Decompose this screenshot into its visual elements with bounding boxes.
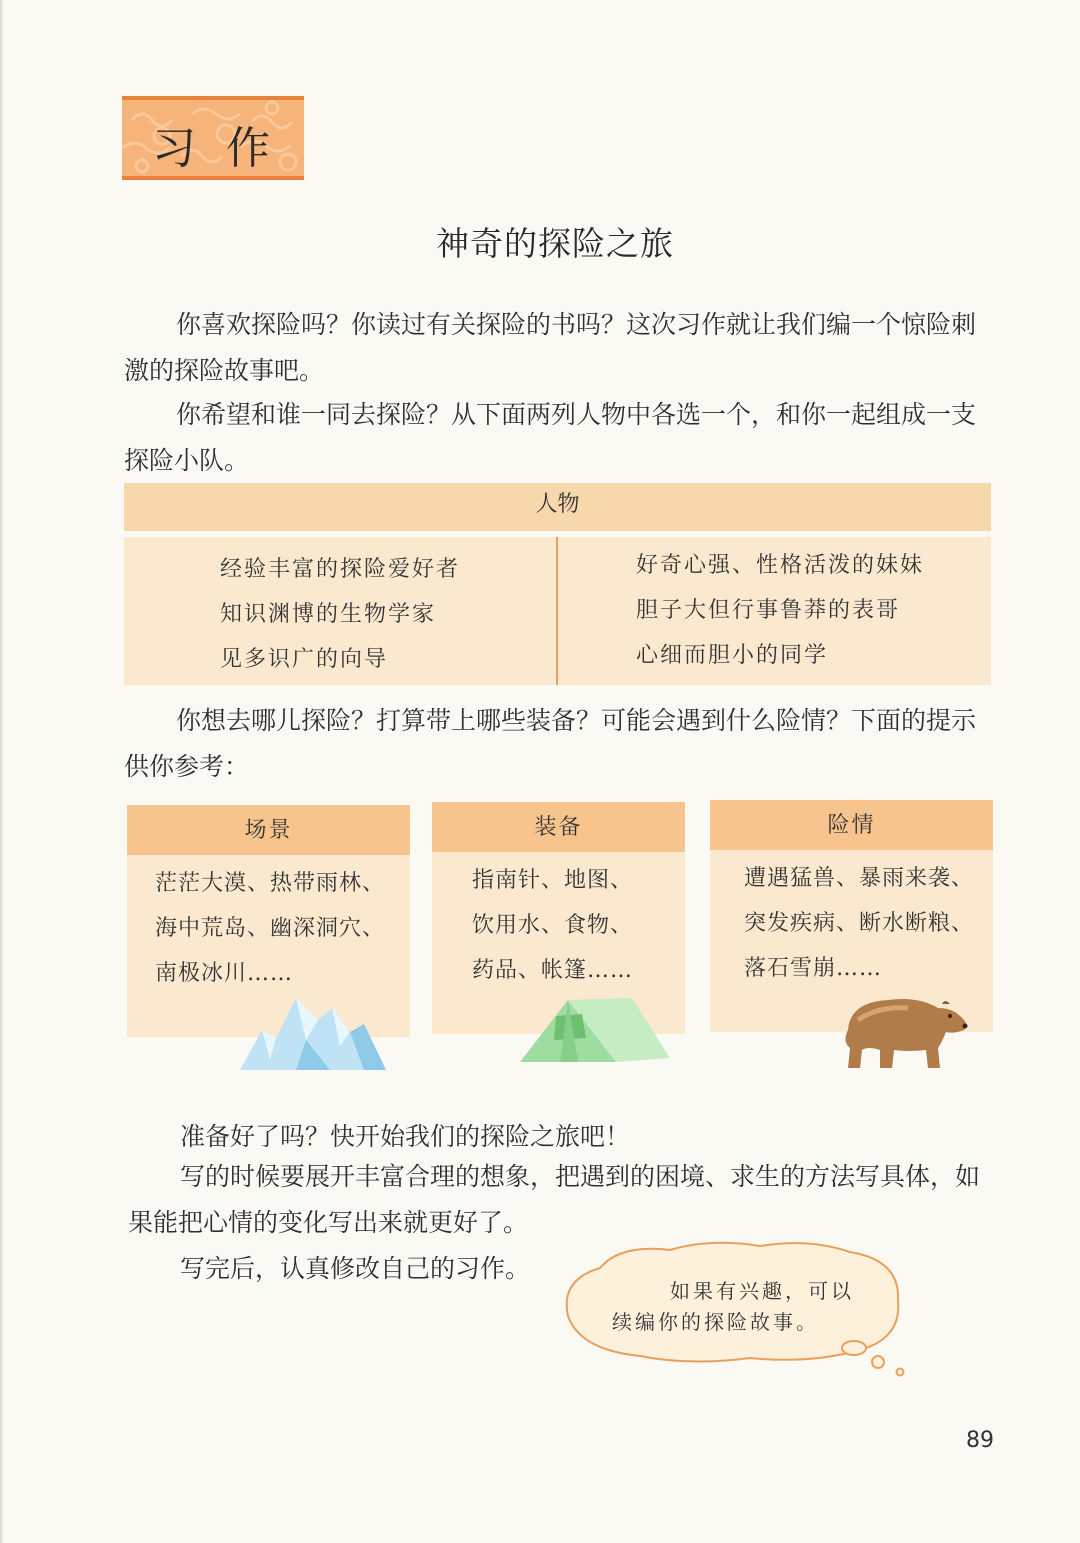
bear-illustration (838, 990, 970, 1072)
hint-box-header: 险情 (710, 800, 993, 850)
iceberg-illustration (240, 990, 386, 1074)
paragraph-ready: 准备好了吗？快开始我们的探险之旅吧！ (180, 1122, 631, 1151)
people-table-divider (556, 537, 558, 685)
hint-line: 南极冰川…… (155, 961, 294, 986)
people-item: 好奇心强、性格活泼的妹妹 (636, 553, 925, 578)
section-label-text: 习作 (152, 123, 300, 174)
hint-line: 饮用水、食物、 (472, 913, 634, 938)
paragraph-hints-intro: 你想去哪儿探险？打算带上哪些装备？可能会遇到什么险情？下面的提示供你参考： (124, 706, 977, 781)
section-label-badge (122, 96, 304, 180)
hint-line: 落石雪崩…… (744, 956, 883, 981)
hint-line: 海中荒岛、幽深洞穴、 (155, 916, 386, 941)
people-item: 知识渊博的生物学家 (220, 602, 437, 627)
paragraph-choose-partners: 你希望和谁一同去探险？从下面两列人物中各选一个，和你一起组成一支探险小队。 (124, 400, 977, 475)
hint-box-lines (710, 850, 993, 991)
people-item: 见多识广的向导 (220, 647, 389, 672)
people-item: 心细而胆小的同学 (636, 643, 829, 668)
tent-illustration (520, 996, 670, 1066)
people-table (124, 483, 991, 685)
hint-box-header: 装备 (432, 802, 685, 852)
thought-bubble-text (612, 1276, 882, 1338)
paragraph-revise: 写完后，认真修改自己的习作。 (180, 1254, 531, 1283)
people-item: 经验丰富的探险爱好者 (220, 557, 461, 582)
people-table-header: 人物 (124, 483, 991, 537)
hint-box-header: 场景 (127, 805, 410, 855)
paragraph-intro: 你喜欢探险吗？你读过有关探险的书吗？这次习作就让我们编一个惊险刺激的探险故事吧。 (124, 310, 977, 385)
bubble-line: 续编你的探险故事。 (612, 1310, 819, 1334)
page-title: 神奇的探险之旅 (436, 224, 674, 263)
hint-line: 指南针、地图、 (472, 868, 634, 893)
bubble-line: 如果有兴趣，可以 (670, 1279, 854, 1303)
people-item: 胆子大但行事鲁莽的表哥 (636, 598, 901, 623)
page-number: 89 (966, 1428, 994, 1453)
hint-line: 药品、帐篷…… (472, 958, 634, 983)
hint-box-lines (127, 855, 410, 996)
paragraph-writing-tips: 写的时候要展开丰富合理的想象，把遇到的困境、求生的方法写具体，如果能把心情的变化写出来就更好了。 (128, 1162, 981, 1237)
people-column-right (636, 543, 924, 678)
hint-line: 遭遇猛兽、暴雨来袭、 (744, 866, 975, 891)
hint-line: 茫茫大漠、热带雨林、 (155, 871, 386, 896)
hint-line: 突发疾病、断水断粮、 (744, 911, 975, 936)
hint-box-lines (432, 852, 685, 993)
people-column-left (220, 547, 460, 682)
